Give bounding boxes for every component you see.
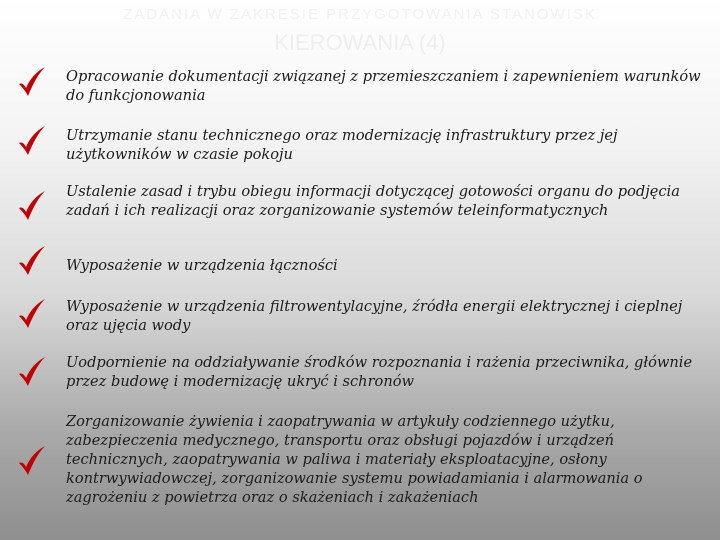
list-item-text: Opracowanie dokumentacji związanej z przemieszczaniem i zapewnieniem warunków do funkcjonowania: [66, 68, 701, 104]
check-mark-icon: [14, 123, 50, 159]
list-item-text: Ustalenie zasad i trybu obiegu informacji dotyczącej gotowości organu do podjęcia zadań i ich realizacji oraz zorganizowanie systemów teleinformatycznych: [66, 183, 680, 219]
check-mark-icon: [14, 64, 50, 100]
check-mark-icon: [14, 354, 50, 390]
list-item-text: Wyposażenie w urządzenia łączności: [66, 257, 338, 274]
list-item-text: Uodpornienie na oddziaływanie środków rozpoznania i rażenia przeciwnika, głównie przez budowę i modernizację ukryć i schronów: [66, 354, 693, 390]
check-mark-icon: [14, 188, 50, 224]
slide-title-line-1: ZADANIA W ZAKRESIE PRZYGOTOWANIA STANOWISK: [123, 6, 597, 23]
slide-title-line-2: KIEROWANIA (4): [274, 30, 446, 55]
list-item-text: Wyposażenie w urządzenia filtrowentylacyjne, źródła energii elektrycznej i cieplnej oraz ujęcia wody: [66, 298, 683, 334]
list-item-text: Utrzymanie stanu technicznego oraz modernizację infrastruktury przez jej użytkowników w czasie pokoju: [66, 127, 618, 163]
list-item-text: Zorganizowanie żywienia i zaopatrywania w artykuły codziennego użytku, zabezpieczenia medycznego, transportu oraz obsługi pojazdów i urządzeń technicznych, zaopatrywania w paliwa i materiały eksploatacyjne, osłony kontrwywiadowczej, zorganizowanie systemu powiadamiania i alarmowania o zagrożeniu z powietrza oraz o skażeniach i zakażeniach: [66, 413, 643, 506]
check-mark-icon: [14, 443, 50, 479]
check-mark-icon: [14, 243, 50, 279]
check-mark-icon: [14, 296, 50, 332]
